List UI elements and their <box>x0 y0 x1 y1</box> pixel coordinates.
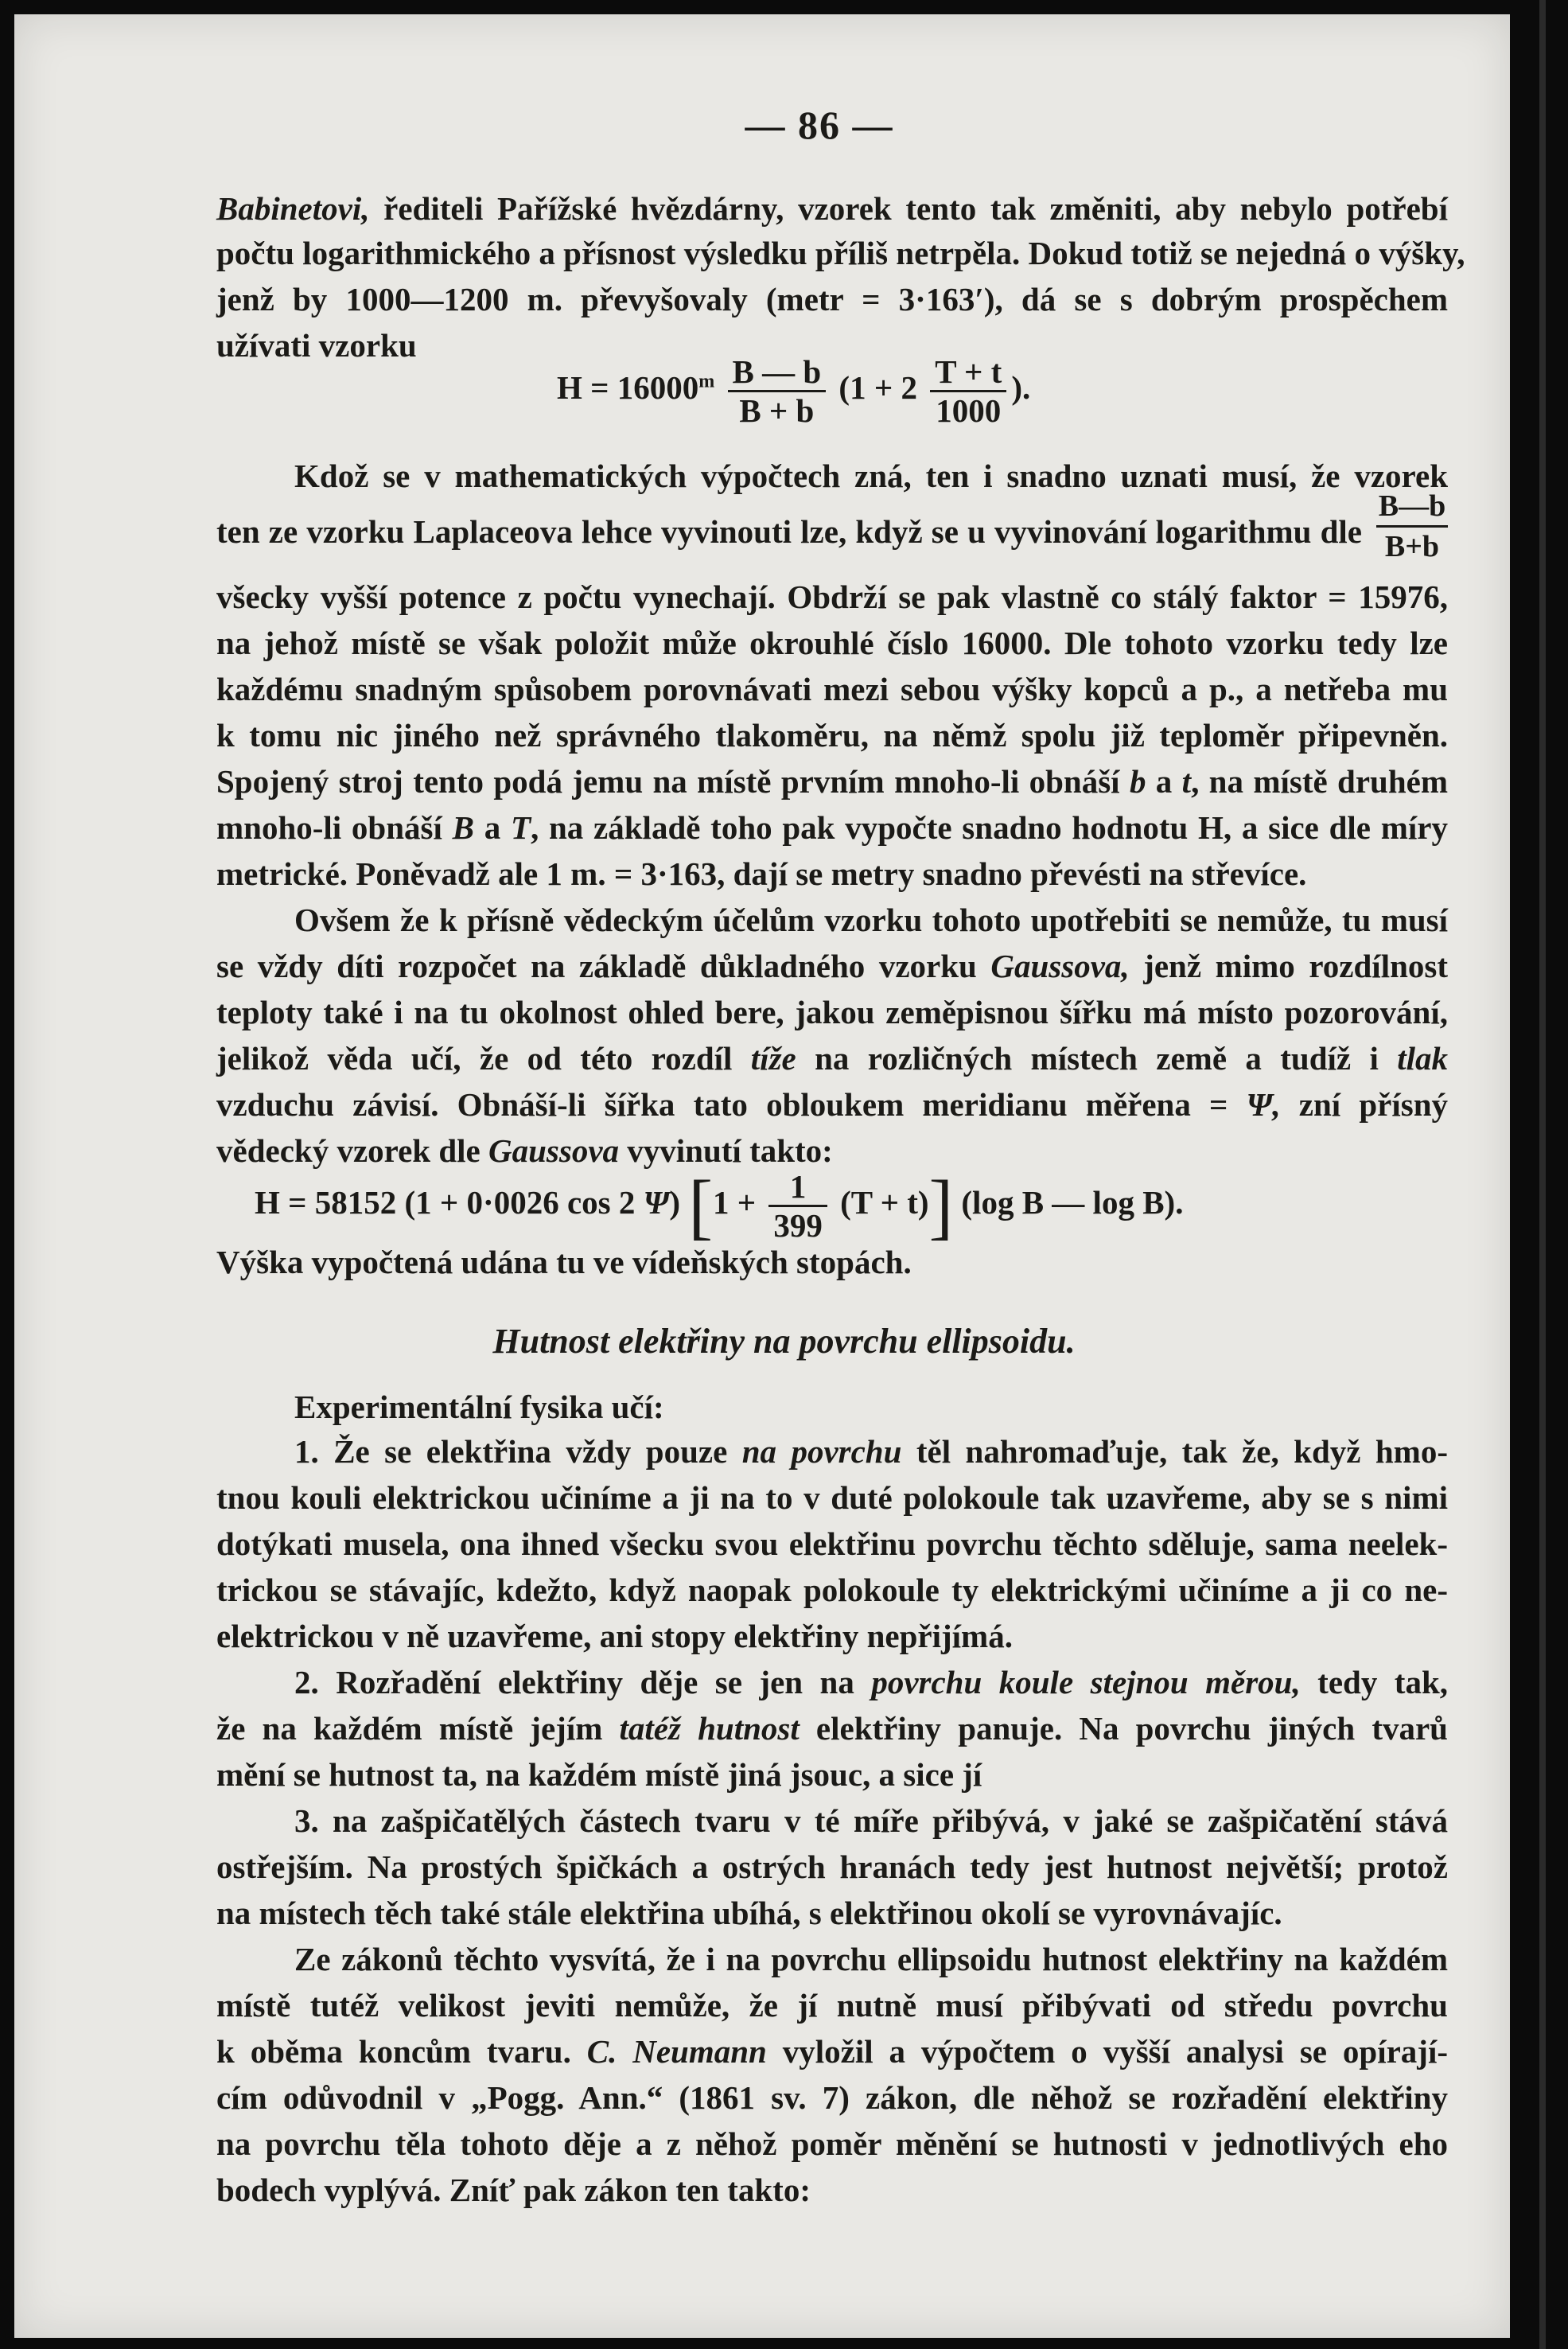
text-line: dotýkati musela, ona ihned všecku svou elektřinu povrchu těchto sděluje, sama neelek- <box>216 1525 1448 1562</box>
text-line: všecky vyšší potence z počtu vynechají. Obdrží se pak vlastně co stálý faktor = 15976, <box>216 578 1448 615</box>
formula-babinet: $H = 16000^m$ $\frac{B — b}{B + b}$ (1 + 2 $\frac{T + t}{1000}$ ). <box>557 353 1031 429</box>
text-line: užívati vzorku <box>216 327 417 364</box>
text-line: místě tutéž velikost jeviti nemůže, že jí nutně musí přibývati od středu povrchu <box>216 1987 1448 2024</box>
text-line: teploty také i na tu okolnost ohled bere, jakou zeměpisnou šířku má místo pozorování, <box>216 994 1448 1030</box>
text-line: Ovšem že k přísně vědeckým účelům vzorku tohoto upotřebiti se nemůže, tu musí <box>294 902 1448 938</box>
text-line: ten ze vzorku Laplaceova lehce vyvinouti lze, když se u vyvinování logarithmu dle <box>216 513 1362 550</box>
fraction: $\frac{1}{399}$ <box>768 1168 827 1244</box>
text-line: bodech vyplývá. Zníť pak zákon ten takto: <box>216 2172 811 2208</box>
formula-gauss: H = 58152 (1 + 0·0026 cos 2 Ψ) [1 + $\frac{1}{399}$ (T + t)] (log B — log B). <box>255 1165 1184 1247</box>
text-line: mění se hutnost ta, na každém místě jiná jsouc, a sice jí <box>216 1756 982 1793</box>
text-line: počtu logarithmického a přísnost výsledku příliš netrpěla. Dokud totiž se nejedná o výšky, <box>216 235 1465 271</box>
text-line: Babinetovi, řediteli Pařížské hvězdárny, vzorek tento tak změniti, aby nebylo potřebí <box>216 190 1448 227</box>
text-line: na jehož místě se však položit může okrouhlé číslo 16000. Dle tohoto vzorku tedy lze <box>216 625 1448 661</box>
text-line: metrické. Poněvadž ale 1 m. = 3·163, dají se metry snadno převésti na střevíce. <box>216 855 1307 892</box>
fraction-inline: B—b B+b <box>1376 489 1448 564</box>
text-line: Kdož se v mathematických výpočtech zná, ten i snadno uznati musí, že vzorek <box>294 458 1448 494</box>
text-line: jenž by 1000—1200 m. převyšovaly (metr = 3·163′), dá se s dobrým prospěchem <box>216 281 1448 317</box>
text-line: Spojený stroj tento podá jemu na místě prvním mnoho-li obnáší b a t, na místě druhém <box>216 763 1448 800</box>
text-line: 1. Že se elektřina vždy pouze na povrchu těl nahromaďuje, tak že, když hmo- <box>294 1433 1448 1470</box>
page-number: — 86 — <box>745 103 894 147</box>
text-line: k oběma koncům tvaru. C. Neumann vyložil a výpočtem o vyšší analysi se opírají- <box>216 2033 1448 2070</box>
fraction: $\frac{T + t}{1000}$ <box>930 353 1006 429</box>
text-line: že na každém místě jejím tatéž hutnost elektřiny panuje. Na povrchu jiných tvarů <box>216 1710 1448 1747</box>
text-line: se vždy díti rozpočet na základě důkladného vzorku Gaussova, jenž mimo rozdílnost <box>216 948 1448 984</box>
fraction: $\frac{B — b}{B + b}$ <box>728 353 827 429</box>
author-name: Babinetovi, <box>216 190 370 227</box>
text-line: na povrchu těla tohoto děje a z něhož poměr měnění se hutnosti v jednotlivých eho <box>216 2125 1448 2162</box>
text-line: trickou se stávajíc, kdežto, když naopak polokoule ty elektrickými učiníme a ji co ne- <box>216 1572 1448 1608</box>
text-line: tnou kouli elektrickou učiníme a ji na to v duté polokoule tak uzavřeme, aby se s nimi <box>216 1479 1448 1516</box>
text-line: k tomu nic jiného než správného tlakoměru, na němž spolu již teploměr připevněn. <box>216 717 1448 754</box>
text-line: 2. Rozřadění elektřiny děje se jen na povrchu koule stejnou měrou, tedy tak, <box>294 1664 1449 1700</box>
text-line: ostřejším. Na prostých špičkách a ostrých hranách tedy jest hutnost největší; protož <box>216 1848 1448 1885</box>
text-line: mnoho-li obnáší B a T, na základě toho pak vypočte snadno hodnotu H, a sice dle míry <box>216 809 1448 846</box>
text-line: Ze zákonů těchto vysvítá, že i na povrchu ellipsoidu hutnost elektřiny na každém <box>294 1941 1448 1977</box>
section-heading: Hutnost elektřiny na povrchu ellipsoidu. <box>492 1322 1076 1361</box>
text-line: Experimentální fysika učí: <box>294 1389 664 1425</box>
text-line: každému snadným spůsobem porovnávati mezi sebou výšky kopců a p., a netřeba mu <box>216 671 1448 707</box>
text-line: jelikož věda učí, že od této rozdíl tíže na rozličných místech země a tudíž i tlak <box>216 1040 1449 1077</box>
text-line: vzduchu závisí. Obnáší-li šířka tato obloukem meridianu měřena = Ψ, zní přísný <box>216 1086 1448 1123</box>
text-line: Výška vypočtená udána tu ve vídeňských stopách. <box>216 1244 912 1280</box>
text-line: cím odůvodnil v „Pogg. Ann.“ (1861 sv. 7) zákon, dle něhož se rozřadění elektřiny <box>216 2079 1448 2116</box>
text-line: na místech těch také stále elektřina ubíhá, s elektřinou okolí se vyrovnávajíc. <box>216 1895 1282 1931</box>
text-line: 3. na zašpičatělých částech tvaru v té míře přibývá, v jaké se zašpičatění stává <box>294 1802 1448 1839</box>
text-line: elektrickou v ně uzavřeme, ani stopy elektřiny nepřijímá. <box>216 1618 1013 1654</box>
page-edge-shadow <box>1539 0 1546 2349</box>
text-line: vědecký vzorek dle Gaussova vyvinutí takto: <box>216 1132 833 1169</box>
